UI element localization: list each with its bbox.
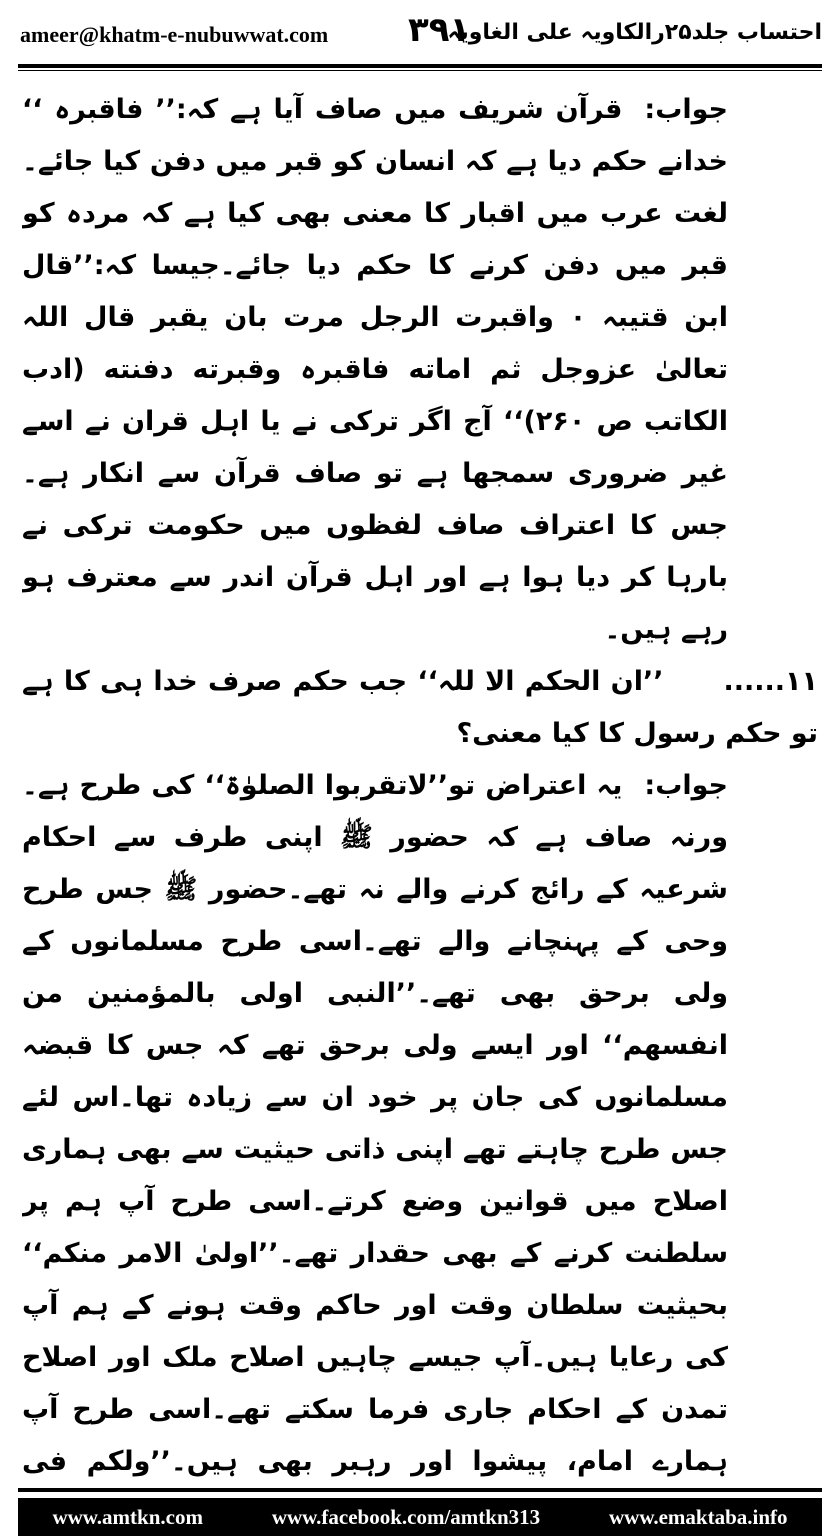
page-footer [18, 1498, 822, 1536]
answer-label-2: جواب: [644, 770, 728, 801]
answer-1-text: قرآن شریف میں صاف آیا ہے کہ:’’ فاقبرہ ‘‘ خدانے حکم دیا ہے کہ انسان کو قبر میں دفن کیا جائے۔لغت عرب میں اقبار کا معنی بھی کیا ہے کہ مردہ کو قبر میں دفن کرنے کا حکم دیا جائے۔جیسا کہ:’’ [22, 94, 728, 281]
answer-2-b: ‘‘ کی طرح ہے۔ورنہ صاف ہے کہ حضور ﷺ اپنی طرف سے احکام شرعیہ کے رائج کرنے والے نہ تھے۔حضور ﷺ جس طرح وحی کے پہنچانے والے تھے۔اسی طرح مسلمانوں کے ولی برحق بھی تھے۔’’ [22, 770, 728, 1009]
footer-link-amtkn[interactable]: www.amtkn.com [52, 1504, 203, 1529]
question-text: جب حکم صرف خدا ہی کا ہے تو حکم رسول کا کیا معنی؟ [22, 666, 818, 749]
footer-link-emaktaba[interactable]: www.emaktaba.info [609, 1504, 788, 1529]
answer-2-c: ‘‘ اور ایسے ولی برحق تھے کہ جس کا قبضہ مسلمانوں کی جان پر خود ان سے زیادہ تھا۔اس لئے جس طرح چاہتے تھے اپنی ذاتی حیثیت سے بھی ہماری اصلاح میں قوانین وضع کرتے۔اسی طرح آپ ہم پر سلطنت کرنے کے بھی حقدار تھے۔’’ [22, 1030, 728, 1269]
header-rule [18, 64, 822, 68]
quote-annabi: النبی اولی بالمؤمنین من انفسھم [22, 978, 728, 1061]
question-quote: ’’ان الحکم الا للہ‘‘ [417, 666, 664, 697]
answer-1-rest: ‘‘ آج اگر ترکی نے یا اہل قران نے اسے غیر ضروری سمجھا ہے تو صاف قرآن سے انکار ہے۔جس کا اعتراف صاف لفظوں میں حکومت ترکی نے بارہا کر دیا ہوا ہے اور اہل قرآن اندر سے معترف ہو رہے ہیں۔ [22, 406, 728, 645]
page-header [18, 10, 822, 66]
footer-link-facebook[interactable]: www.facebook.com/amtkn313 [271, 1504, 541, 1529]
answer-2-a: یہ اعتراض تو’’ [427, 770, 623, 801]
quote-ulil-amr: اولیٰ الامر منکم [42, 1238, 259, 1269]
answer-2-d: ‘‘ بحیثیت سلطان وقت اور حاکم وقت ہونے کے ہم آپ کی رعایا ہیں۔آپ جیسے چاہیں اصلاح ملک اور اصلاح تمدن کے احکام جاری فرما سکتے تھے۔اسی طرح آپ ہمارے امام، پیشوا اور رہبر بھی ہیں۔’’ [22, 1238, 728, 1477]
running-head: احتساب جلد۲۵رالکاویہ علی الغاویہ [447, 20, 822, 45]
answer-paragraph-2 [22, 760, 818, 1484]
header-email: ameer@khatm-e-nubuwwat.com [20, 22, 329, 47]
page-body [22, 84, 818, 1484]
answer-paragraph-1 [22, 84, 818, 656]
quote-la-taqrabu: لاتقربوا الصلوٰۃ [224, 770, 428, 801]
header-rule-thin [18, 70, 822, 71]
footer-rule [18, 1488, 822, 1492]
question-number: ۱۱...... [723, 666, 818, 697]
page-number: ۳۹۱ [408, 10, 471, 50]
quote-uswa: ولکم فی [22, 1446, 151, 1477]
arabic-quote: قال ابن قتیبہ ۰ واقبرت الرجل مرت بان یقبر قال اللہ تعالیٰ عزوجل ثم اماته فاقبرہ وقبرته دفنته (ادب الکاتب ص ۲۶۰) [22, 250, 728, 437]
answer-label: جواب: [644, 94, 728, 125]
question-paragraph [22, 656, 818, 760]
